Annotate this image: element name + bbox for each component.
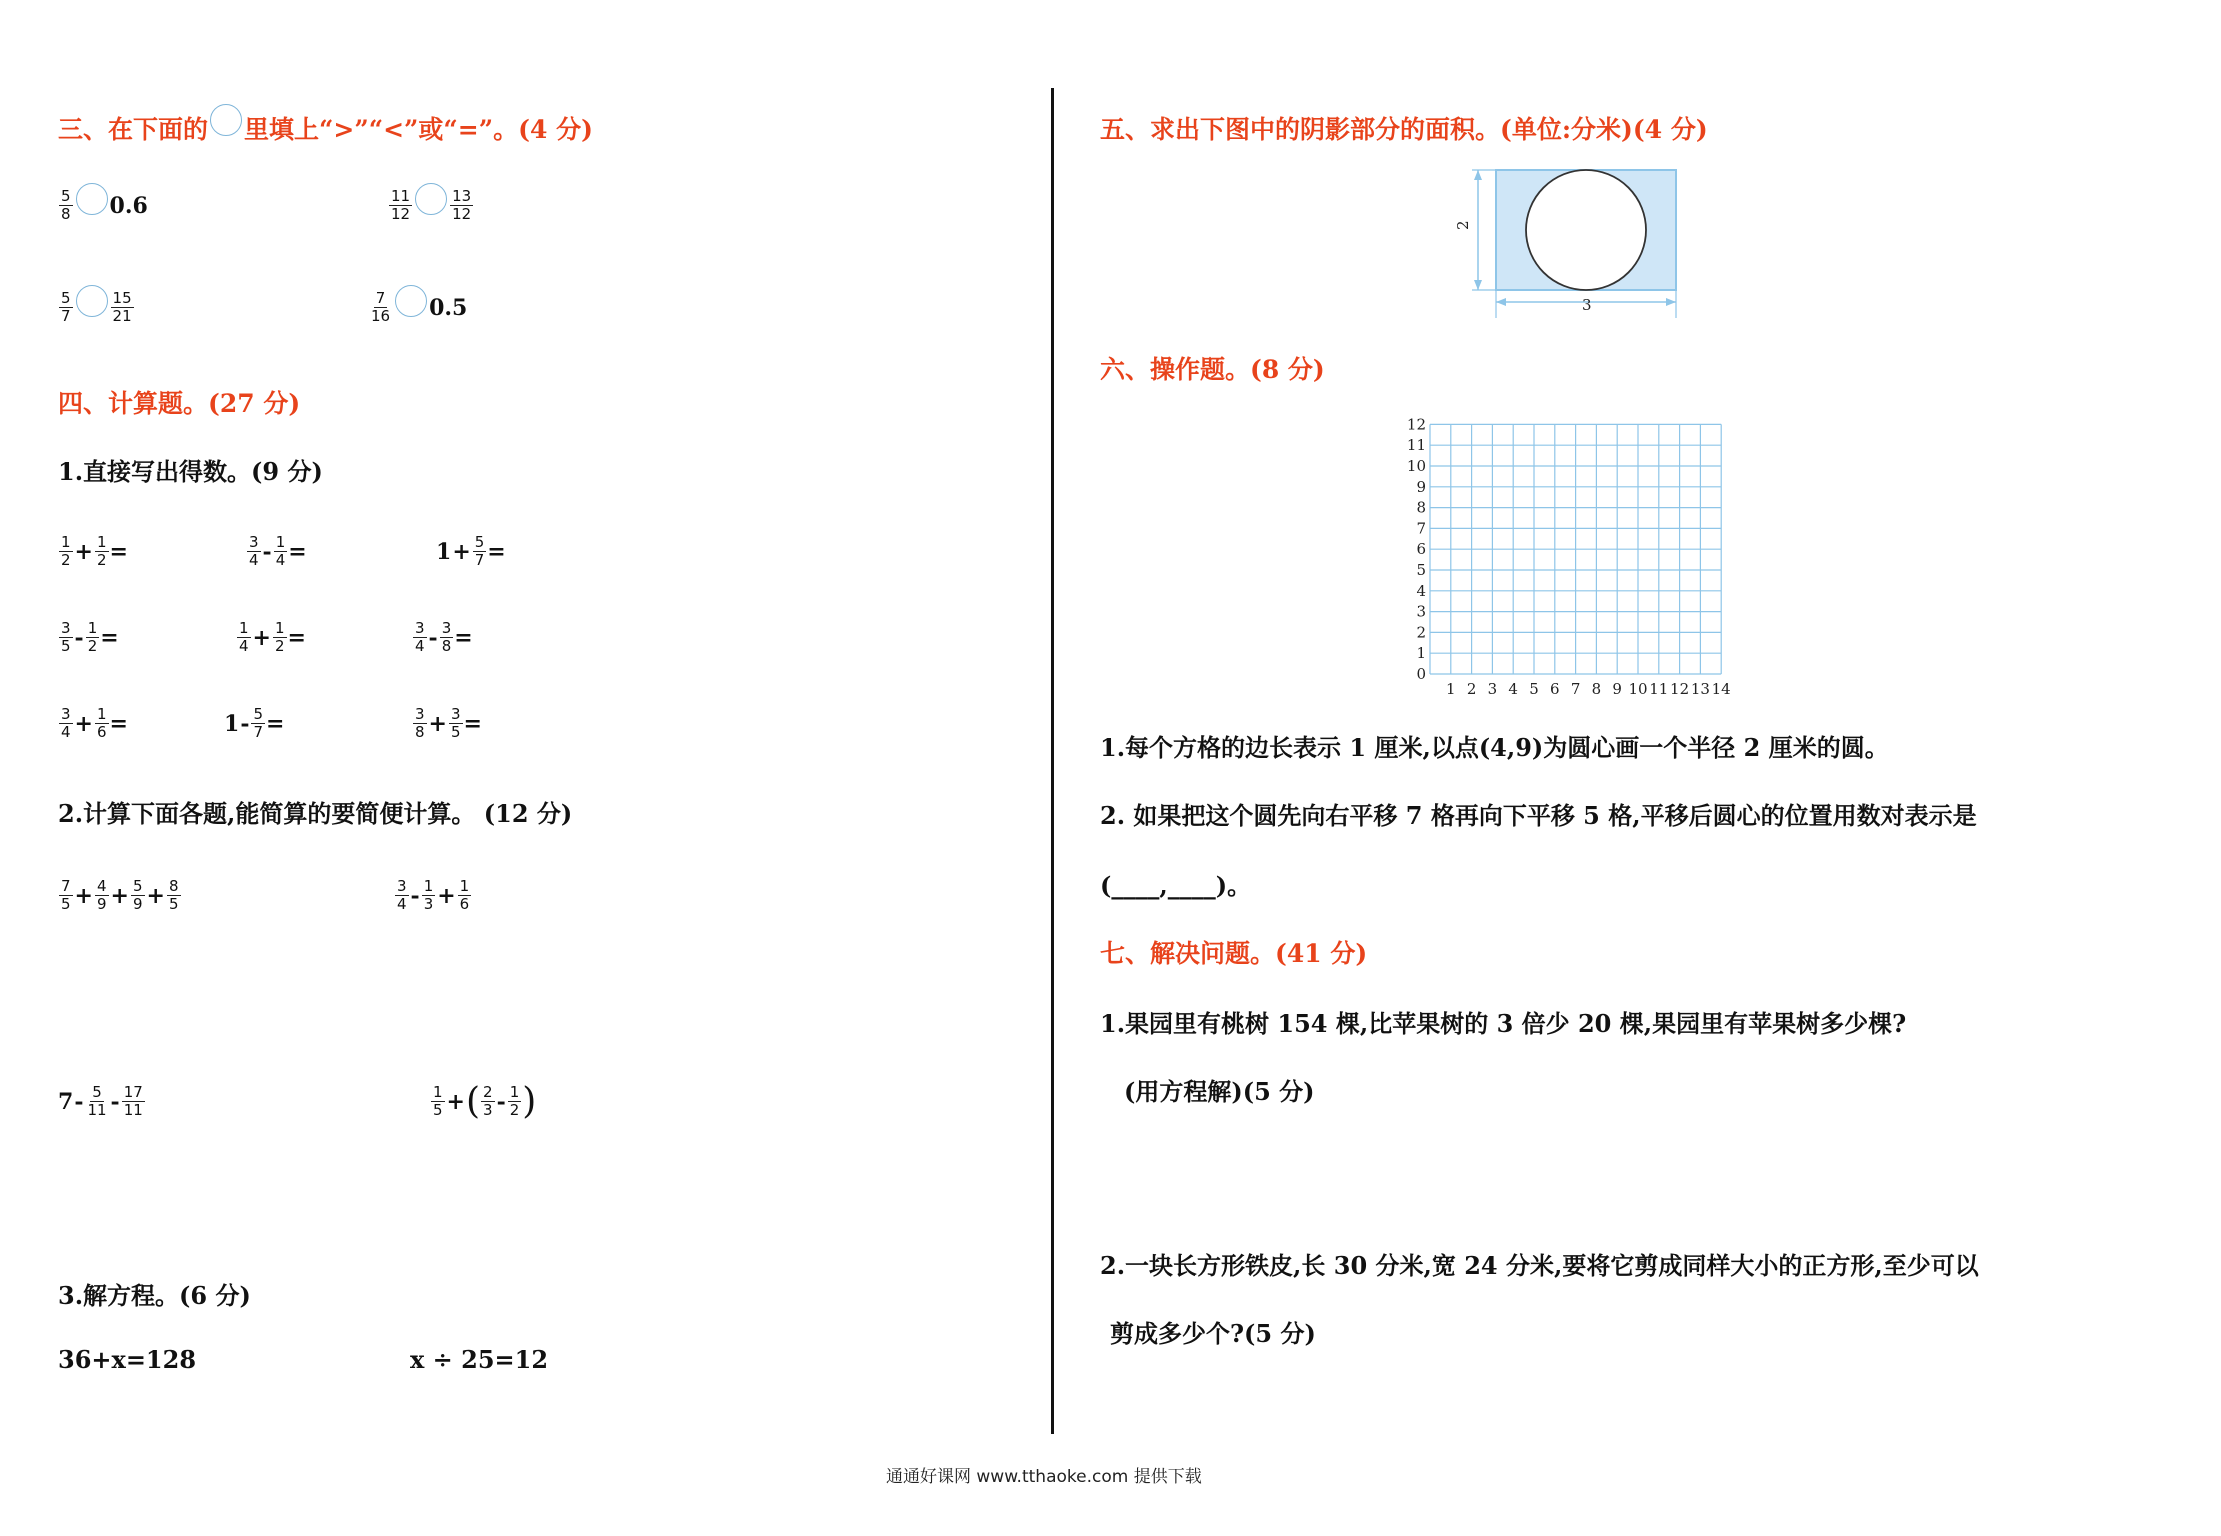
blank-circle-icon xyxy=(210,104,242,136)
grid-x-label: 11 xyxy=(1649,680,1669,698)
grid-x-label: 8 xyxy=(1591,680,1602,698)
grid-x-label: 6 xyxy=(1550,680,1560,698)
compare-item-4: $\frac{7}{16}$ 0.5 xyxy=(368,290,467,325)
grid-y-label: 12 xyxy=(1406,415,1426,434)
q1-item-b: $\frac{3}{4}$ - $\frac{1}{4}$ = xyxy=(249,533,307,569)
grid-y-label: 1 xyxy=(1416,644,1426,663)
q2-item-c: 7 - $\frac{5}{11}$ - $\frac{17}{11}$ xyxy=(58,1083,143,1119)
q1-item-c: 1 + $\frac{5}{7}$ = xyxy=(436,533,506,569)
q6-answer-blank[interactable]: (____,____)。 xyxy=(1100,871,1252,900)
section4-title: 四、计算题。(27 分) xyxy=(58,389,301,418)
coordinate-grid[interactable] xyxy=(1400,408,1740,704)
grid-y-label: 7 xyxy=(1416,519,1426,538)
q2-item-b: $\frac{3}{4}$ - $\frac{1}{3}$ + $\frac{1}{6}$ xyxy=(397,877,470,913)
grid-y-label: 8 xyxy=(1416,498,1426,517)
grid-x-label: 10 xyxy=(1628,680,1648,698)
answer-circle[interactable] xyxy=(76,285,108,317)
grid-y-label: 11 xyxy=(1406,436,1426,455)
grid-x-label: 12 xyxy=(1670,680,1690,698)
footer-credit: 通通好课网 www.tthaoke.com 提供下载 xyxy=(886,1467,1202,1487)
grid-x-label: 2 xyxy=(1466,680,1477,698)
q2-item-a: $\frac{7}{5}$ + $\frac{4}{9}$ + $\frac{5}{9}$ + $\frac{8}{5}$ xyxy=(61,877,179,913)
q1-item-d: $\frac{3}{5}$ - $\frac{1}{2}$ = xyxy=(61,619,119,655)
compare-item-1: $\frac{5}{8}$ 0.6 xyxy=(58,188,148,223)
q7-item-2: 2.一块长方形铁皮,长 30 分米,宽 24 分米,要将它剪成同样大小的正方形,至少可以 xyxy=(1100,1251,1979,1280)
grid-x-label: 3 xyxy=(1487,680,1498,698)
q2-item-d: $\frac{1}{5}$ + ( $\frac{2}{3}$ - $\frac{1}{2}$ ) xyxy=(433,1080,537,1122)
compare-item-2: $\frac{11}{12}$ $\frac{13}{12}$ xyxy=(388,188,474,223)
answer-circle[interactable] xyxy=(395,285,427,317)
grid-x-label: 5 xyxy=(1529,680,1539,698)
grid-x-label: 13 xyxy=(1690,680,1710,698)
q1-item-h: 1 - $\frac{5}{7}$ = xyxy=(224,705,285,741)
equation-1: 36+x=128 xyxy=(58,1345,197,1374)
grid-x-label: 7 xyxy=(1570,680,1581,698)
section5-title: 五、求出下图中的阴影部分的面积。(单位:分米)(4 分) xyxy=(1100,115,1708,144)
q1-item-a: $\frac{1}{2}$ + $\frac{1}{2}$ = xyxy=(61,533,128,569)
grid-x-label: 1 xyxy=(1446,680,1456,698)
q7-item-1: 1.果园里有桃树 154 棵,比苹果树的 3 倍少 20 棵,果园里有苹果树多少棵? xyxy=(1100,1009,1907,1038)
grid-y-label: 3 xyxy=(1416,602,1426,621)
q6-item-1: 1.每个方格的边长表示 1 厘米,以点(4,9)为圆心画一个半径 2 厘米的圆。 xyxy=(1100,733,1889,762)
dim-width-label: 3 xyxy=(1582,296,1592,314)
compare-item-3: $\frac{5}{7}$ $\frac{15}{21}$ xyxy=(58,290,135,325)
grid-x-label: 9 xyxy=(1612,680,1622,698)
section7-title: 七、解决问题。(41 分) xyxy=(1100,939,1368,968)
q7-item-1-note: (用方程解)(5 分) xyxy=(1124,1077,1315,1106)
grid-x-label: 14 xyxy=(1711,680,1731,698)
grid-y-label: 4 xyxy=(1416,581,1426,600)
q1-item-e: $\frac{1}{4}$ + $\frac{1}{2}$ = xyxy=(239,619,306,655)
answer-circle[interactable] xyxy=(415,183,447,215)
grid-y-label: 2 xyxy=(1416,623,1426,642)
answer-circle[interactable] xyxy=(76,183,108,215)
q2-title: 2.计算下面各题,能简算的要简便计算。 (12 分) xyxy=(58,799,573,828)
q1-title: 1.直接写出得数。(9 分) xyxy=(58,457,323,486)
equation-2: x ÷ 25=12 xyxy=(410,1345,549,1374)
dim-height-label: 2 xyxy=(1454,220,1472,230)
shaded-area-figure xyxy=(1450,160,1690,320)
q1-item-i: $\frac{3}{8}$ + $\frac{3}{5}$ = xyxy=(415,705,482,741)
q3-title: 3.解方程。(6 分) xyxy=(58,1281,251,1310)
q7-item-2-cont: 剪成多少个?(5 分) xyxy=(1110,1319,1316,1348)
column-divider xyxy=(1051,88,1054,1434)
section3-title: 三、在下面的 里填上“>”“<”或“=”。(4 分) xyxy=(58,110,593,146)
q1-item-f: $\frac{3}{4}$ - $\frac{3}{8}$ = xyxy=(415,619,473,655)
grid-y-label: 9 xyxy=(1416,477,1426,496)
q6-item-2: 2. 如果把这个圆先向右平移 7 格再向下平移 5 格,平移后圆心的位置用数对表示是 xyxy=(1100,801,1977,830)
grid-x-label: 4 xyxy=(1508,680,1518,698)
section6-title: 六、操作题。(8 分) xyxy=(1100,355,1325,384)
white-circle xyxy=(1526,170,1646,290)
grid-y-label: 5 xyxy=(1416,561,1426,579)
grid-y-label: 0 xyxy=(1416,665,1426,683)
q1-item-g: $\frac{3}{4}$ + $\frac{1}{6}$ = xyxy=(61,705,128,741)
grid-y-label: 6 xyxy=(1416,540,1426,559)
grid-y-label: 10 xyxy=(1406,457,1426,475)
